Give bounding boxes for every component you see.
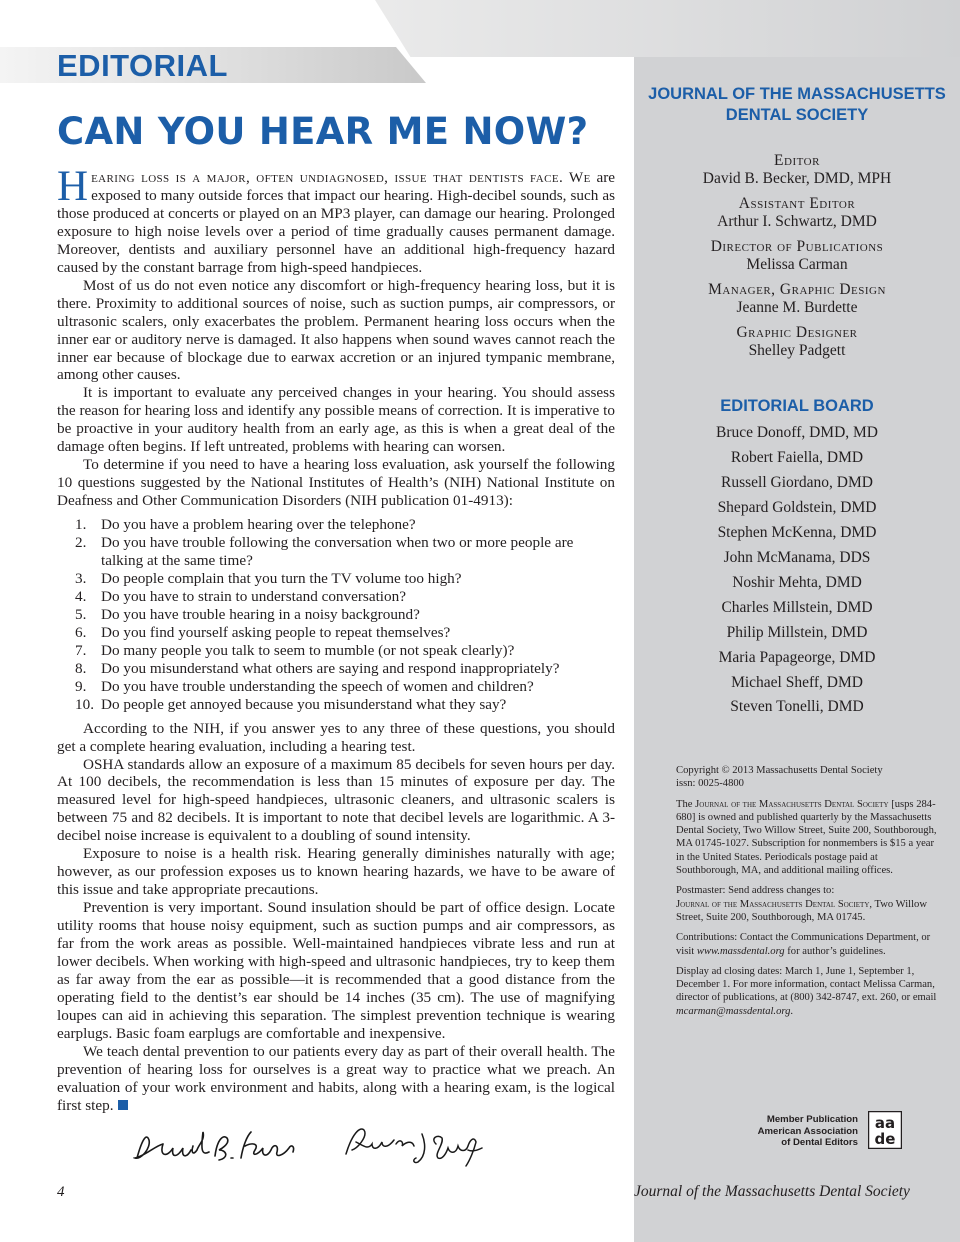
staff-name: David B. Becker, DMD, MPH xyxy=(702,170,892,187)
editorial-board-heading: EDITORIAL BOARD xyxy=(720,397,874,415)
contributions-lead: Contributions: Contact the Communications Department, or visit xyxy=(676,932,931,957)
ownership-text: [usps 284-680] is owned and published quarterly by the Massachusetts Dental Society, Two Willow Street, Suite 200, Southborough, MA 01745-1027. Subscription for nonmembers is $15 a year in the United States. Periodicals postage paid at Southborough, MA, and additional mailing offices. xyxy=(676,798,937,877)
list-number: 8. xyxy=(75,659,87,677)
board-member: Philip Millstein, DMD xyxy=(726,623,868,641)
paragraph-8: Prevention is very important. Sound insulation should be part of office design. Locate utility rooms that house noisy equipment, such as suction pumps and air compressors, as far from the work areas as possible. Well-maintained handpieces vibrate less and run at lower decibels. When working with high-speed and ultrasonic handpieces, try to keep them as far away from the ear as possible—it is recommended that a good distance from the operating field to the dentist’s ear should be 14 inches (35 cm). The use of magnifying loupes can aid in achieving this separation. The simplest prevention technique is wearing earplugs. Basic foam earplugs are comfortable and inexpensive. xyxy=(57,899,615,1042)
board-member: Shepard Goldstein, DMD xyxy=(717,498,877,516)
member-line-2: American Association xyxy=(757,1125,858,1137)
list-number: 4. xyxy=(75,587,87,605)
staff-entry xyxy=(634,195,960,231)
postmaster-lead: Postmaster: Send address changes to: xyxy=(676,885,835,897)
board-member: Russell Giordano, DMD xyxy=(721,473,873,491)
board-member: Maria Papageorge, DMD xyxy=(718,648,876,666)
list-number: 5. xyxy=(75,605,87,623)
staff-entry xyxy=(634,324,960,360)
ownership-lead: The xyxy=(676,798,693,810)
list-text: Do you find yourself asking people to repeat themselves? xyxy=(101,623,451,641)
paragraph-9 xyxy=(57,1043,615,1115)
running-footer xyxy=(634,1183,960,1201)
list-item xyxy=(57,588,615,606)
paragraph-6: OSHA standards allow an exposure of a maximum 85 decibels for seven hours per day. At 100 decibels, the recommendation is less than 15 minutes of exposure per day. The measured level for high-speed handpieces, ultrasonic cleaners, and ultrasonic scalers is between 75 and 82 decibels. It is important to note that decibel levels are logarithmic. A 3-decibel noise increase is equivalent to a doubling of sound intensity. xyxy=(57,755,615,845)
postmaster-address: Two Willow Street, Suite 200, Southborough, MA 01745. xyxy=(676,898,927,923)
drop-cap: H xyxy=(57,163,89,210)
signature-schwartz xyxy=(342,1124,484,1170)
board-member: Steven Tonelli, DMD xyxy=(730,698,864,716)
journal-name-smallcaps: Journal of the Massachusetts Dental Society xyxy=(695,798,889,810)
contributions-block xyxy=(676,931,938,958)
email-link[interactable]: mcarman@massdental.org xyxy=(676,1005,791,1017)
article-body xyxy=(57,163,615,1115)
paragraph-7: Exposure to noise is a health risk. Hearing generally diminishes naturally with age; however, as our profession exposes us to known hearing hazards, we have to be aware of this issue and take appropriate precautions. xyxy=(57,845,615,899)
svg-text:de: de xyxy=(874,1130,896,1148)
board-member: Robert Faiella, DMD xyxy=(730,448,864,466)
postmaster-block xyxy=(676,884,938,924)
list-text: Do you have trouble hearing in a noisy background? xyxy=(101,605,420,623)
list-item xyxy=(57,660,615,678)
lede-text: earing loss is a major, often undiagnosed, issue that dentists face. We xyxy=(91,169,591,186)
contributions-rest: for author’s guidelines. xyxy=(787,945,886,957)
board-member: Noshir Mehta, DMD xyxy=(732,573,862,591)
paragraph-1-text: are exposed to many outside forces that impact our hearing. High-decibel sounds, such as those produced at concerts or played on an MP3 player, can damage our hearing. Prolonged exposure to high noise levels over a period of time gradually causes permanent damage. Moreover, dentists and auxiliary personnel have an additional high-frequency hazard caused by the constant barrage from high-speed handpieces. xyxy=(57,169,615,276)
paragraph-3: It is important to evaluate any perceived changes in your hearing. You should assess the reason for hearing loss and identify any possible means of correction. It is imperative to be proactive in your auditory health from an early age, as this is when a great deal of the damage often begins. If left untreated, problems with hearing can worsen. xyxy=(57,384,615,456)
list-text: Do you have trouble understanding the speech of women and children? xyxy=(101,677,534,695)
staff-role: Editor xyxy=(774,152,820,169)
paragraph-1 xyxy=(57,163,615,277)
list-text: Do you have trouble following the conversation when two or more people are talking at the same time? xyxy=(101,534,574,570)
paragraph-4: To determine if you need to have a hearing loss evaluation, ask yourself the following 10 questions suggested by the National Institutes of Health’s (NIH) National Institute on Deafness and Other Communication Disorders (NIH publication 01-4913): xyxy=(57,456,615,510)
member-line-1: Member Publication xyxy=(766,1114,858,1125)
list-number: 2. xyxy=(75,534,87,552)
signature-becker xyxy=(133,1128,301,1168)
staff-role: Director of Publications xyxy=(710,238,884,255)
copyright-text: Copyright © 2013 Massachusetts Dental Society xyxy=(676,765,883,776)
list-number: 10. xyxy=(75,695,94,713)
aade-logo-icon xyxy=(868,1111,902,1149)
list-number: 9. xyxy=(75,677,87,695)
display-ad-block xyxy=(676,965,938,1018)
question-list xyxy=(57,516,615,713)
staff-entry xyxy=(634,238,960,274)
masthead-title: JOURNAL OF THE MASSACHUSETTS DENTAL SOCIETY xyxy=(648,85,946,124)
copyright-block xyxy=(676,764,938,791)
masthead-sidebar xyxy=(634,57,960,1242)
paragraph-5: According to the NIH, if you answer yes to any three of these questions, you should get a complete hearing evaluation, including a hearing test. xyxy=(57,719,615,755)
page-number: 4 xyxy=(57,1184,65,1200)
ownership-block xyxy=(676,798,938,878)
board-member: Charles Millstein, DMD xyxy=(721,598,873,616)
list-item xyxy=(57,678,615,696)
display-ad-text: Display ad closing dates: March 1, June 1, September 1, December 1. For more information, contact Melissa Carman, director of publications, at (800) 342-8747, ext. 260, or email xyxy=(676,965,937,1004)
section-label: EDITORIAL xyxy=(57,48,228,83)
staff-role: Manager, Graphic Design xyxy=(708,281,886,298)
journal-footer-text: Journal of the Massachusetts Dental Society xyxy=(634,1183,910,1200)
list-item xyxy=(57,516,615,534)
list-item xyxy=(57,606,615,624)
paragraph-9-text: We teach dental prevention to our patients every day as part of their overall health. The prevention of hearing loss for ourselves is a great way to practice what we preach. An evaluation of your work environment and habits, along with a hearing exam, is the logical first step. xyxy=(57,1042,615,1114)
paragraph-2: Most of us do not even notice any discomfort or high-frequency hearing loss, but it is there. Proximity to additional sources of noise, such as suction pumps, air compressors, or ultrasonic scalers, only exacerbates the problem. Permanent hearing loss occurs when the inner ear or auditory nerve is damaged. It also happens when sound waves cannot reach the inner ear because of blockage due to earwax accretion or an injured tympanic membrane, among other causes. xyxy=(57,276,615,384)
list-item xyxy=(57,570,615,588)
list-item xyxy=(57,624,615,642)
end-mark-icon xyxy=(118,1100,128,1110)
list-number: 6. xyxy=(75,623,87,641)
staff-entry xyxy=(634,281,960,317)
publication-info xyxy=(676,764,938,1025)
list-text: Do you misunderstand what others are saying and respond inappropriately? xyxy=(101,659,560,677)
board-member: John McManama, DDS xyxy=(723,548,871,566)
list-number: 1. xyxy=(75,516,87,534)
list-text: Do people get annoyed because you misunderstand what they say? xyxy=(101,695,507,713)
staff-name: Jeanne M. Burdette xyxy=(736,299,858,316)
list-number: 3. xyxy=(75,569,87,587)
issn-text: issn: 0025-4800 xyxy=(676,778,744,790)
staff-role: Graphic Designer xyxy=(736,324,858,341)
postmaster-journal: Journal of the Massachusetts Dental Society, xyxy=(676,898,873,910)
list-item xyxy=(57,534,615,570)
list-item xyxy=(57,696,615,714)
editorial-board-list xyxy=(634,421,960,720)
staff-name: Melissa Carman xyxy=(746,256,848,273)
member-publication xyxy=(752,1114,858,1149)
staff-role: Assistant Editor xyxy=(738,195,856,212)
article-title: CAN YOU HEAR ME NOW? xyxy=(57,110,589,153)
board-member: Michael Sheff, DMD xyxy=(731,673,863,691)
list-text: Do you have a problem hearing over the telephone? xyxy=(101,516,416,534)
staff-list xyxy=(634,152,960,367)
website-link[interactable]: www.massdental.org xyxy=(696,945,785,957)
list-text: Do many people you talk to seem to mumble (or not speak clearly)? xyxy=(101,641,515,659)
staff-entry xyxy=(634,152,960,188)
board-member: Stephen McKenna, DMD xyxy=(717,523,877,541)
member-line-3: of Dental Editors xyxy=(781,1137,858,1148)
list-item xyxy=(57,642,615,660)
staff-name: Shelley Padgett xyxy=(748,342,846,359)
list-text: Do people complain that you turn the TV volume too high? xyxy=(101,569,462,587)
list-number: 7. xyxy=(75,641,87,659)
list-text: Do you have to strain to understand conversation? xyxy=(101,587,406,605)
board-member: Bruce Donoff, DMD, MD xyxy=(715,424,879,441)
staff-name: Arthur I. Schwartz, DMD xyxy=(717,213,877,230)
display-ad-period: . xyxy=(790,1005,794,1017)
svg-text:aa: aa xyxy=(874,1114,896,1132)
